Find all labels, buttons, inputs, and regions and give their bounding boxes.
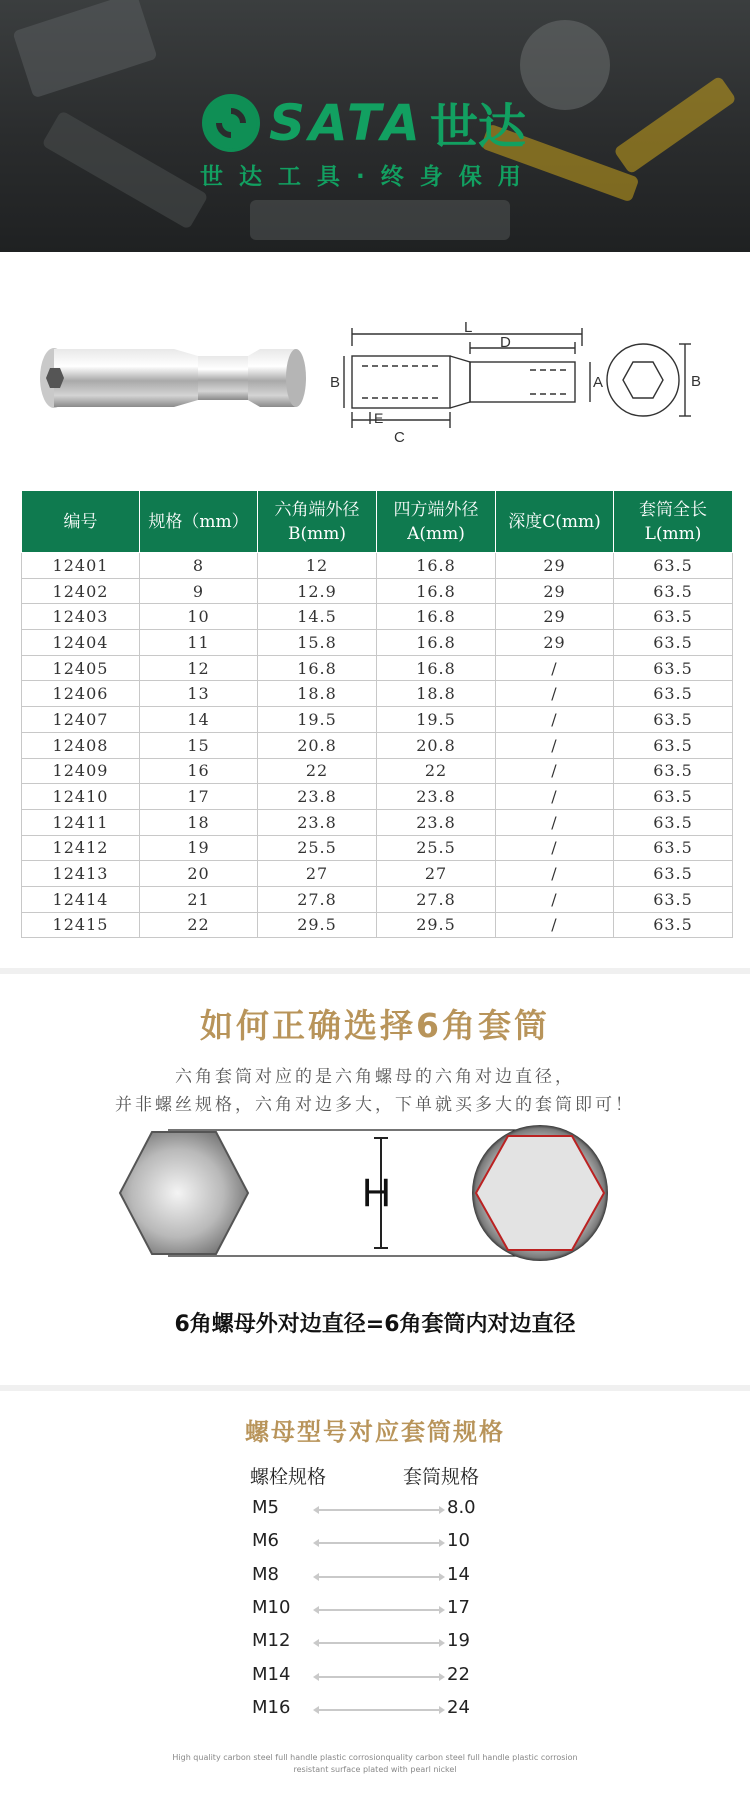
table-cell: 63.5 bbox=[614, 681, 733, 707]
label-L: L bbox=[464, 320, 473, 336]
dimension-drawing bbox=[330, 320, 605, 450]
table-cell: 23.8 bbox=[258, 784, 377, 810]
table-cell: / bbox=[496, 655, 614, 681]
table-cell: 63.5 bbox=[614, 707, 733, 733]
table-row bbox=[22, 655, 733, 681]
bolt-size: M16 bbox=[252, 1696, 291, 1718]
table-row bbox=[22, 681, 733, 707]
section-divider bbox=[0, 968, 750, 974]
nut-table-row bbox=[252, 1630, 492, 1658]
table-cell: / bbox=[496, 886, 614, 912]
table-cell: 12406 bbox=[22, 681, 140, 707]
table-cell: 12413 bbox=[22, 861, 140, 887]
sata-logo-icon bbox=[205, 97, 257, 149]
socket-size: 8.0 bbox=[447, 1497, 476, 1518]
label-E: E bbox=[374, 410, 384, 426]
table-row bbox=[22, 886, 733, 912]
brand-name-cn: 世达 bbox=[429, 99, 526, 155]
table-cell: 23.8 bbox=[377, 784, 496, 810]
table-cell: 63.5 bbox=[614, 784, 733, 810]
table-cell: 63.5 bbox=[614, 655, 733, 681]
table-cell: 19 bbox=[140, 835, 258, 861]
table-cell: 16 bbox=[140, 758, 258, 784]
col-header-code: 编号 bbox=[22, 491, 140, 553]
double-arrow-icon bbox=[318, 1609, 440, 1611]
table-cell: 12414 bbox=[22, 886, 140, 912]
bolt-size: M6 bbox=[252, 1530, 279, 1552]
table-cell: 20 bbox=[140, 861, 258, 887]
table-cell: 16.8 bbox=[377, 578, 496, 604]
table-row bbox=[22, 630, 733, 656]
table-cell: 25.5 bbox=[258, 835, 377, 861]
hex-formula: 6角螺母外对边直径=6角套筒内对边直径 bbox=[174, 1312, 576, 1337]
col-header-length: 套筒全长 L(mm) bbox=[614, 491, 733, 553]
table-cell: 15 bbox=[140, 732, 258, 758]
bolt-size: M8 bbox=[252, 1563, 279, 1585]
socket-size: 22 bbox=[447, 1663, 470, 1685]
table-cell: 27 bbox=[258, 861, 377, 887]
table-cell: 21 bbox=[140, 886, 258, 912]
socket-image bbox=[520, 20, 610, 110]
table-cell: 27.8 bbox=[377, 886, 496, 912]
table-cell: 12.9 bbox=[258, 578, 377, 604]
table-cell: 12411 bbox=[22, 809, 140, 835]
table-cell: 25.5 bbox=[377, 835, 496, 861]
table-row bbox=[22, 707, 733, 733]
bolt-size: M10 bbox=[252, 1596, 291, 1618]
label-D: D bbox=[500, 334, 511, 351]
double-arrow-icon bbox=[318, 1542, 440, 1544]
table-row bbox=[22, 861, 733, 887]
table-cell: 22 bbox=[258, 758, 377, 784]
table-cell: 29.5 bbox=[258, 912, 377, 938]
table-cell: 22 bbox=[377, 758, 496, 784]
nut-table-row bbox=[252, 1564, 492, 1592]
double-arrow-icon bbox=[318, 1576, 440, 1578]
col-header-socket: 套筒规格 bbox=[403, 1466, 480, 1488]
table-cell: 12402 bbox=[22, 578, 140, 604]
table-row bbox=[22, 578, 733, 604]
nut-table-title: 螺母型号对应套筒规格 bbox=[245, 1418, 505, 1446]
socket-size: 17 bbox=[447, 1596, 470, 1618]
table-cell: 12408 bbox=[22, 732, 140, 758]
choose-title: 如何正确选择6角套筒 bbox=[200, 1006, 550, 1045]
table-cell: 16.8 bbox=[377, 604, 496, 630]
table-cell: / bbox=[496, 681, 614, 707]
tape-measure-image bbox=[12, 0, 157, 98]
table-cell: 23.8 bbox=[377, 809, 496, 835]
socket-size: 19 bbox=[447, 1630, 470, 1652]
table-cell: 14.5 bbox=[258, 604, 377, 630]
table-cell: / bbox=[496, 732, 614, 758]
table-cell: 15.8 bbox=[258, 630, 377, 656]
table-cell: 22 bbox=[140, 912, 258, 938]
table-cell: 12405 bbox=[22, 655, 140, 681]
spec-table-header bbox=[22, 491, 733, 553]
socket-size: 24 bbox=[447, 1696, 470, 1718]
table-cell: 29 bbox=[496, 553, 614, 579]
table-cell: / bbox=[496, 758, 614, 784]
table-cell: 63.5 bbox=[614, 758, 733, 784]
section-divider-2 bbox=[0, 1385, 750, 1391]
table-cell: / bbox=[496, 809, 614, 835]
table-cell: 63.5 bbox=[614, 732, 733, 758]
table-row bbox=[22, 912, 733, 938]
table-row bbox=[22, 809, 733, 835]
table-cell: / bbox=[496, 861, 614, 887]
nut-table-row bbox=[252, 1530, 492, 1558]
nut-table-row bbox=[252, 1664, 492, 1692]
choose-desc-line2: 并非螺丝规格，六角对边多大，下单就买多大的套筒即可！ bbox=[115, 1095, 635, 1115]
bolt-size: M12 bbox=[252, 1630, 291, 1652]
table-cell: 14 bbox=[140, 707, 258, 733]
footer-note-line2: resistant surface plated with pearl nickel bbox=[293, 1765, 457, 1774]
h-label: H bbox=[362, 1171, 391, 1215]
table-cell: 11 bbox=[140, 630, 258, 656]
table-cell: 18 bbox=[140, 809, 258, 835]
table-cell: 20.8 bbox=[258, 732, 377, 758]
table-cell: 8 bbox=[140, 553, 258, 579]
table-cell: 12403 bbox=[22, 604, 140, 630]
double-arrow-icon bbox=[318, 1642, 440, 1644]
table-row bbox=[22, 604, 733, 630]
table-row bbox=[22, 835, 733, 861]
footer-note-line1: High quality carbon steel full handle plastic corrosionquality carbon steel full handle plastic corrosion bbox=[172, 1753, 578, 1762]
pliers-image bbox=[41, 110, 208, 230]
table-cell: 12 bbox=[140, 655, 258, 681]
hex-comparison-illustration bbox=[100, 1118, 660, 1268]
table-cell: 27 bbox=[377, 861, 496, 887]
table-cell: / bbox=[496, 707, 614, 733]
col-header-square-diameter: 四方端外径 A(mm) bbox=[377, 491, 496, 553]
brand-name: SATA bbox=[269, 93, 424, 152]
table-cell: 29 bbox=[496, 604, 614, 630]
table-row bbox=[22, 732, 733, 758]
table-cell: 12412 bbox=[22, 835, 140, 861]
table-cell: 29 bbox=[496, 630, 614, 656]
bolt-size: M5 bbox=[252, 1497, 279, 1518]
table-cell: 16.8 bbox=[377, 655, 496, 681]
table-cell: 18.8 bbox=[258, 681, 377, 707]
table-cell: / bbox=[496, 784, 614, 810]
table-cell: / bbox=[496, 835, 614, 861]
col-header-depth: 深度C(mm) bbox=[496, 491, 614, 553]
wrench-set-image bbox=[250, 200, 510, 240]
table-cell: 63.5 bbox=[614, 809, 733, 835]
table-cell: 29.5 bbox=[377, 912, 496, 938]
table-cell: 23.8 bbox=[258, 809, 377, 835]
table-cell: 18.8 bbox=[377, 681, 496, 707]
double-arrow-icon bbox=[318, 1676, 440, 1678]
bolt-size: M14 bbox=[252, 1663, 291, 1685]
hero-banner bbox=[0, 0, 750, 252]
table-cell: 12410 bbox=[22, 784, 140, 810]
table-cell: 12415 bbox=[22, 912, 140, 938]
nut-table-row bbox=[252, 1597, 492, 1625]
col-header-size: 规格（mm） bbox=[140, 491, 258, 553]
table-cell: 12409 bbox=[22, 758, 140, 784]
table-cell: 63.5 bbox=[614, 861, 733, 887]
table-row bbox=[22, 553, 733, 579]
table-cell: 63.5 bbox=[614, 553, 733, 579]
table-cell: 16.8 bbox=[377, 553, 496, 579]
table-cell: 12404 bbox=[22, 630, 140, 656]
col-header-hex-diameter: 六角端外径 B(mm) bbox=[258, 491, 377, 553]
table-cell: 63.5 bbox=[614, 886, 733, 912]
table-cell: 10 bbox=[140, 604, 258, 630]
table-cell: 12407 bbox=[22, 707, 140, 733]
table-cell: 63.5 bbox=[614, 835, 733, 861]
label-B2: B bbox=[691, 373, 702, 390]
deep-socket-image bbox=[38, 346, 310, 410]
table-cell: 12 bbox=[258, 553, 377, 579]
table-cell: 19.5 bbox=[258, 707, 377, 733]
hex-end-view bbox=[603, 340, 708, 420]
table-cell: 12401 bbox=[22, 553, 140, 579]
table-cell: 29 bbox=[496, 578, 614, 604]
table-cell: 63.5 bbox=[614, 578, 733, 604]
table-cell: 20.8 bbox=[377, 732, 496, 758]
col-header-bolt: 螺栓规格 bbox=[250, 1466, 327, 1488]
table-cell: 9 bbox=[140, 578, 258, 604]
table-cell: / bbox=[496, 912, 614, 938]
choose-desc-line1: 六角套筒对应的是六角螺母的六角对边直径， bbox=[175, 1067, 575, 1087]
nut-table-row bbox=[252, 1697, 492, 1725]
table-cell: 19.5 bbox=[377, 707, 496, 733]
table-cell: 17 bbox=[140, 784, 258, 810]
table-cell: 63.5 bbox=[614, 912, 733, 938]
label-B: B bbox=[330, 374, 341, 391]
nut-table-row bbox=[252, 1497, 492, 1525]
socket-size: 10 bbox=[447, 1530, 470, 1552]
brand-slogan: 世达工具·终身保用 bbox=[200, 164, 537, 190]
double-arrow-icon bbox=[318, 1509, 440, 1511]
double-arrow-icon bbox=[318, 1709, 440, 1711]
table-cell: 13 bbox=[140, 681, 258, 707]
table-row bbox=[22, 784, 733, 810]
label-A: A bbox=[593, 374, 604, 391]
table-cell: 27.8 bbox=[258, 886, 377, 912]
table-row bbox=[22, 758, 733, 784]
screwdriver-image bbox=[613, 75, 737, 174]
socket-size: 14 bbox=[447, 1563, 470, 1585]
table-cell: 63.5 bbox=[614, 630, 733, 656]
brand-logo bbox=[205, 88, 526, 157]
table-cell: 16.8 bbox=[377, 630, 496, 656]
spec-table bbox=[21, 490, 733, 938]
label-C: C bbox=[394, 429, 405, 446]
table-cell: 63.5 bbox=[614, 604, 733, 630]
socket-diagram bbox=[0, 300, 750, 450]
table-cell: 16.8 bbox=[258, 655, 377, 681]
